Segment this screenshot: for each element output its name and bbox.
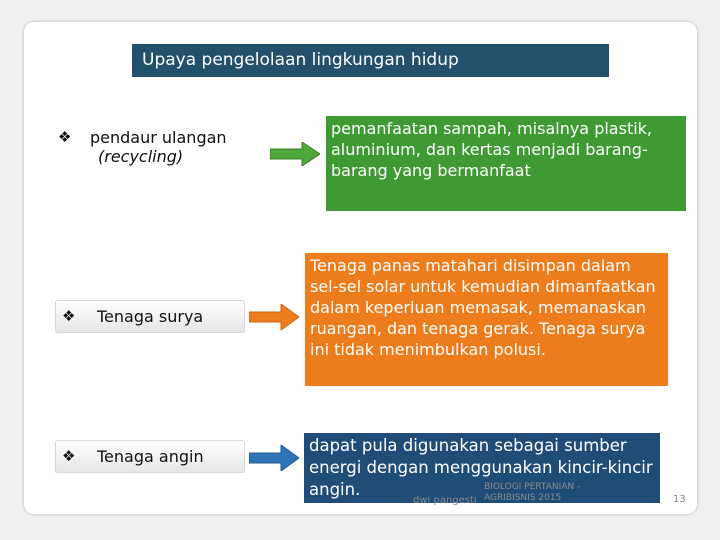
footer-course xyxy=(484,482,580,504)
orange-arrow-icon xyxy=(249,304,299,330)
footer-course-line1: BIOLOGI PERTANIAN - xyxy=(484,482,581,492)
recycling-label-line2: (recycling) xyxy=(98,147,184,166)
recycling-label-line1: pendaur ulangan xyxy=(90,128,227,147)
solar-label: Tenaga surya xyxy=(97,307,204,326)
wind-description-box: dapat pula digunakan sebagai sumber energi dengan menggunakan kincir-kincir angin. xyxy=(304,433,660,503)
page-number: 13 xyxy=(673,494,686,505)
green-arrow-icon xyxy=(270,142,320,166)
blue-arrow-icon xyxy=(249,445,299,471)
slide-title: Upaya pengelolaan lingkungan hidup xyxy=(132,44,609,77)
bullet-diamond-icon: ❖ xyxy=(58,128,72,146)
wind-label: Tenaga angin xyxy=(97,447,204,466)
solar-description-box: Tenaga panas matahari disimpan dalam sel-sel solar untuk kemudian dimanfaatkan dalam keperluan memasak, memanaskan ruangan, dan tenaga gerak. Tenaga surya ini tidak menimbulkan polusi. xyxy=(305,253,668,386)
bullet-diamond-icon: ❖ xyxy=(62,447,76,465)
footer-author: dwi pangesti xyxy=(413,495,477,506)
bullet-diamond-icon: ❖ xyxy=(62,307,76,325)
footer-course-line2: AGRIBISNIS 2015 xyxy=(484,493,562,503)
recycling-label xyxy=(90,128,227,166)
recycling-description-box: pemanfaatan sampah, misalnya plastik, aluminium, dan kertas menjadi barang-barang yang bermanfaat xyxy=(326,116,686,211)
